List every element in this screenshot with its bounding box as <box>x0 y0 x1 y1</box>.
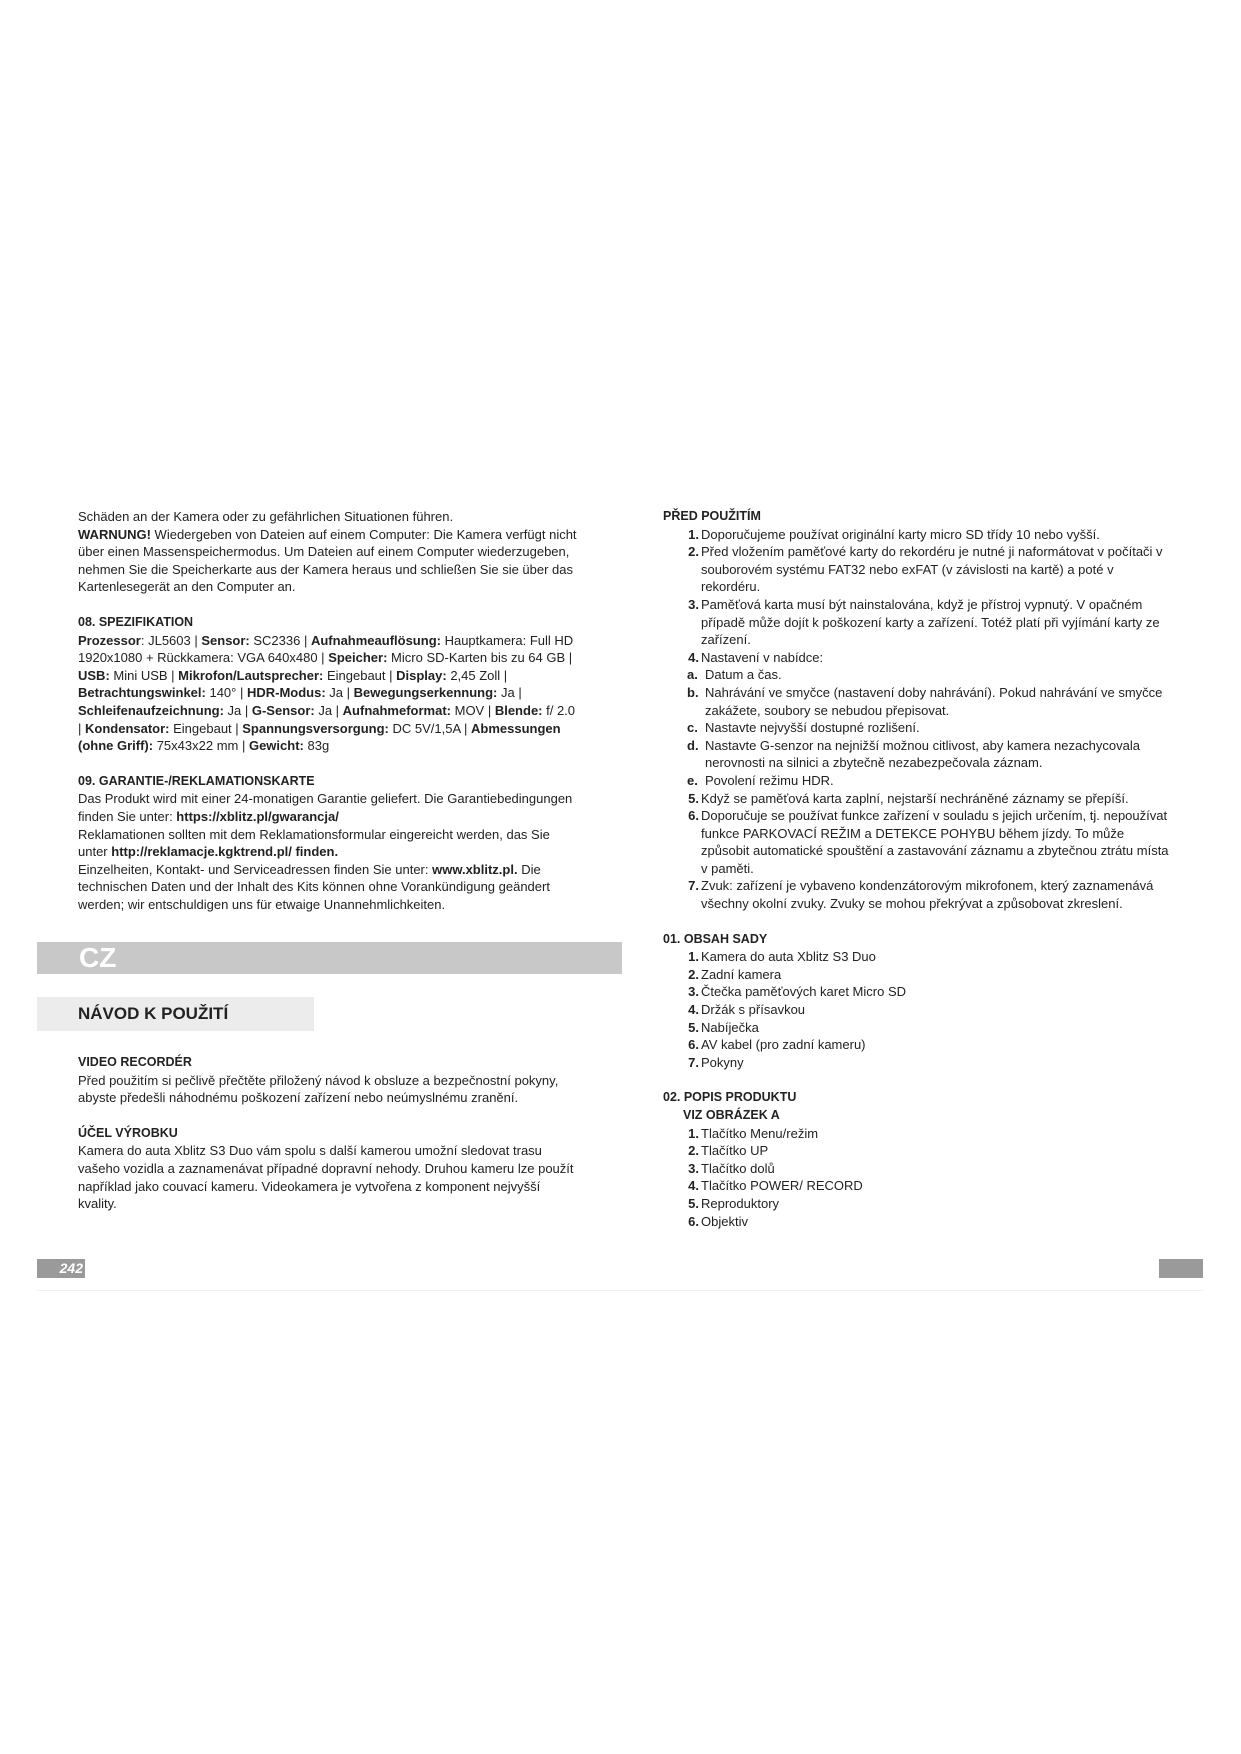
spec-key: Betrachtungswinkel: <box>78 685 206 701</box>
spec-value: 83g <box>303 738 330 754</box>
warranty-paragraph-1 <box>78 790 578 825</box>
language-code: CZ <box>79 942 117 973</box>
list-marker: 5. <box>688 1019 699 1035</box>
list-marker: 6. <box>688 1213 699 1229</box>
contents-item <box>683 1054 1173 1072</box>
list-text: Tlačítko Menu/režim <box>701 1125 819 1141</box>
warranty-heading: 09. GARANTIE-/REKLAMATIONSKARTE <box>78 773 315 788</box>
list-marker: 6. <box>688 808 699 824</box>
list-marker: a. <box>687 667 698 683</box>
list-marker: 7. <box>688 1054 699 1070</box>
warranty-link[interactable]: https://xblitz.pl/gwarancja/ <box>176 808 339 824</box>
warranty-text-3: Einzelheiten, Kontakt- und Serviceadressen finden Sie unter: <box>78 861 433 877</box>
bottom-divider <box>37 1290 1203 1291</box>
list-text: Kamera do auta Xblitz S3 Duo <box>701 949 876 965</box>
list-marker: 4. <box>688 1002 699 1018</box>
spec-value: MOV | <box>451 702 495 718</box>
left-column <box>78 508 578 913</box>
manual-title: NÁVOD K POUŽITÍ <box>78 1004 229 1023</box>
settings-item <box>687 772 1173 790</box>
settings-item <box>687 737 1173 772</box>
list-text: Pokyny <box>701 1054 744 1070</box>
list-text: Objektiv <box>701 1213 748 1229</box>
list-text: Povolení režimu HDR. <box>705 772 834 788</box>
spec-value: Eingebaut | <box>323 667 397 683</box>
purpose-heading: ÚČEL VÝROBKU <box>78 1125 178 1140</box>
before-use-item <box>683 807 1173 877</box>
before-use-item <box>683 543 1173 596</box>
list-text: Tlačítko dolů <box>701 1160 775 1176</box>
spec-key: Mikrofon/Lautsprecher: <box>178 667 324 683</box>
list-text: Paměťová karta musí být nainstalována, když je přístroj vypnutý. V opačném případě může dojít k poškození karty a zařízení. Totéž platí při vyjímání karty ze zařízení. <box>701 596 1160 648</box>
spec-value: DC 5V/1,5A | <box>388 720 472 736</box>
description-heading: 02. POPIS PRODUKTU <box>663 1090 797 1105</box>
settings-list <box>663 666 1173 789</box>
warranty-text-1: Das Produkt wird mit einer 24-monatigen Garantie geliefert. Die Garantiebedingungen finden Sie unter: <box>78 791 573 824</box>
list-text: Datum a čas. <box>705 667 782 683</box>
settings-item <box>687 666 1173 684</box>
before-use-list-2 <box>663 790 1173 913</box>
spec-key: HDR-Modus: <box>246 685 326 701</box>
contents-list <box>663 948 1173 1071</box>
description-item <box>683 1142 1173 1160</box>
description-list <box>663 1125 1173 1231</box>
list-marker: 3. <box>688 1160 699 1176</box>
language-banner <box>37 942 622 974</box>
spec-value: : JL5603 | <box>140 632 202 648</box>
contents-heading: 01. OBSAH SADY <box>663 931 768 946</box>
spec-key: Bewegungserkennung: <box>353 685 498 701</box>
page-tab <box>1159 1259 1203 1278</box>
list-text: Nastavení v nabídce: <box>701 649 824 665</box>
before-use-item <box>683 596 1173 649</box>
before-use-item <box>683 877 1173 912</box>
list-marker: c. <box>687 720 698 736</box>
list-text: AV kabel (pro zadní kameru) <box>701 1037 866 1053</box>
contents-item <box>683 948 1173 966</box>
list-marker: 2. <box>688 544 699 560</box>
list-marker: 4. <box>688 1178 699 1194</box>
spec-paragraph <box>78 632 578 755</box>
before-use-item <box>683 649 1173 667</box>
spec-key: Sensor: <box>201 632 250 648</box>
before-use-list <box>663 526 1173 667</box>
spec-value: Ja | <box>223 702 252 718</box>
spec-key: Schleifenaufzeichnung: <box>78 702 224 718</box>
list-text: Tlačítko POWER/ RECORD <box>701 1178 863 1194</box>
before-use-item <box>683 526 1173 544</box>
list-marker: 1. <box>688 1125 699 1141</box>
spec-value: SC2336 | <box>249 632 311 648</box>
description-subheading: VIZ OBRÁZEK A <box>683 1108 780 1122</box>
contents-item <box>683 1019 1173 1037</box>
list-text: Nahrávání ve smyčce (nastavení doby nahrávání). Pokud nahrávání ve smyčce zakážete, soubory se nebudou přepisovat. <box>705 684 1163 718</box>
spec-value: Mini USB | <box>109 667 179 683</box>
description-item <box>683 1213 1173 1231</box>
list-text: Doporučuje se používat funkce zařízení v souladu s jejich určením, tj. nepoužívat funkce PARKOVACÍ REŽIM a DETEKCE POHYBU během jízdy. To může způsobit automatické spouštění a zastavování záznamu a zbytečnou ztrátu místa v paměti. <box>701 808 1169 876</box>
spec-key: Spannungsversorgung: <box>242 720 389 736</box>
list-marker: 1. <box>688 526 699 542</box>
intro-paragraph: Schäden an der Kamera oder zu gefährlichen Situationen führen. <box>78 509 454 524</box>
list-text: Reproduktory <box>701 1195 780 1211</box>
website-link[interactable]: www.xblitz.pl. <box>432 861 518 877</box>
page-number: 242 <box>59 1260 83 1276</box>
spec-value: Eingebaut | <box>169 720 243 736</box>
contents-item <box>683 966 1173 984</box>
warning-text: Wiedergeben von Dateien auf einem Computer: Die Kamera verfügt nicht über einen Massenspeichermodus. Um Dateien auf einem Computer wiederzugeben, nehmen Sie die Speicherkarte aus der Kamera heraus und schließen Sie sie über das Kartenlesegerät an den Computer an. <box>78 526 577 595</box>
video-paragraph: Před použitím si pečlivě přečtěte přiložený návod k obsluze a bezpečnostní pokyny, abyste předešli náhodnému poškození zařízení nebo neúmyslnému zranění. <box>78 1072 559 1106</box>
spec-key: Aufnahmeauflösung: <box>310 632 441 648</box>
cz-intro-column <box>78 1054 578 1213</box>
description-item <box>683 1160 1173 1178</box>
spec-key: USB: <box>78 667 110 683</box>
before-use-item <box>683 790 1173 808</box>
spec-value: Ja | <box>314 702 343 718</box>
video-heading: VIDEO RECORDÉR <box>78 1055 192 1069</box>
spec-value: Ja | <box>497 685 522 701</box>
spec-value: 140° | <box>205 685 247 701</box>
spec-key: G-Sensor: <box>251 702 315 718</box>
spec-key: Aufnahmeformat: <box>342 702 451 718</box>
spec-value: Ja | <box>325 685 354 701</box>
contents-item <box>683 983 1173 1001</box>
spec-value: 2,45 Zoll | <box>446 667 508 683</box>
list-text: Před vložením paměťové karty do rekordéru je nutné ji naformátovat v počítači v souborovém systému FAT32 nebo exFAT (v závislosti na kartě) a poté v rekordéru. <box>701 544 1163 595</box>
list-text: Čtečka paměťových karet Micro SD <box>701 984 906 1000</box>
list-text: Nastavte nejvyšší dostupné rozlišení. <box>705 720 920 736</box>
before-use-heading: PŘED POUŽITÍM <box>663 509 761 523</box>
list-text: Nastavte G-senzor na nejnižší možnou citlivost, aby kamera nezachycovala nerovnosti na silnici a zbytečně nezabezpečovala záznam. <box>705 737 1140 771</box>
reklamace-link[interactable]: http://reklamacje.kgktrend.pl/ finden. <box>111 844 339 860</box>
right-column <box>663 508 1173 1230</box>
list-marker: d. <box>687 737 699 753</box>
spec-key: Blende: <box>494 702 543 718</box>
list-marker: 3. <box>688 596 699 612</box>
description-item <box>683 1125 1173 1143</box>
page-number-box <box>37 1259 85 1278</box>
spec-key: Abmessungen (ohne Griff): <box>78 720 561 754</box>
list-text: Zadní kamera <box>701 966 782 982</box>
list-text: Nabíječka <box>701 1019 759 1035</box>
spec-key: Kondensator: <box>85 720 170 736</box>
list-text: Doporučujeme používat originální karty micro SD třídy 10 nebo vyšší. <box>701 526 1100 542</box>
spec-value: Micro SD-Karten bis zu 64 GB | <box>387 650 573 666</box>
list-marker: b. <box>687 684 699 700</box>
settings-item <box>687 719 1173 737</box>
settings-item <box>687 684 1173 719</box>
spec-value: Hauptkamera: Full HD 1920x1080 + Rückkamera: VGA 640x480 | <box>78 632 574 666</box>
list-text: Držák s přísavkou <box>701 1002 806 1018</box>
warranty-text-2: Reklamationen sollten mit dem Reklamationsformular eingereicht werden, das Sie unter <box>78 826 550 860</box>
spec-key: Prozessor <box>78 632 141 648</box>
description-item <box>683 1177 1173 1195</box>
warranty-paragraph-2 <box>78 826 578 861</box>
spec-key: Gewicht: <box>248 738 304 754</box>
list-marker: e. <box>687 772 698 788</box>
contents-item <box>683 1036 1173 1054</box>
spec-key: Speicher: <box>328 650 388 666</box>
list-marker: 7. <box>688 878 699 894</box>
list-text: Zvuk: zařízení je vybaveno kondenzátorovým mikrofonem, který zaznamenává všechny okolní zvuky. Zvuky se mohou překrývat a způsobovat zkreslení. <box>701 878 1154 912</box>
spec-value: f/ 2.0 | <box>78 702 576 736</box>
spec-key: Display: <box>396 667 447 683</box>
purpose-paragraph: Kamera do auta Xblitz S3 Duo vám spolu s další kamerou umožní sledovat trasu vašeho vozidla a zaznamenávat případné dopravní nehody. Druhou kameru lze použít například jako couvací kameru. Videokamera je vytvořena z komponent nejvyšší kvality. <box>78 1143 574 1212</box>
warning-label: WARNUNG! <box>78 526 151 542</box>
warranty-paragraph-3 <box>78 861 578 914</box>
list-marker: 4. <box>688 649 699 665</box>
spec-heading: 08. SPEZIFIKATION <box>78 614 194 629</box>
list-text: Tlačítko UP <box>701 1143 769 1159</box>
list-text: Když se paměťová karta zaplní, nejstarší nechráněné záznamy se přepíší. <box>701 790 1129 806</box>
warning-paragraph <box>78 526 578 596</box>
list-marker: 3. <box>688 984 699 1000</box>
spec-value: 75x43x22 mm | <box>153 738 249 754</box>
list-marker: 2. <box>688 1143 699 1159</box>
list-marker: 1. <box>688 949 699 965</box>
list-marker: 5. <box>688 790 699 806</box>
list-marker: 5. <box>688 1195 699 1211</box>
manual-title-banner <box>37 997 314 1031</box>
list-marker: 2. <box>688 966 699 982</box>
description-item <box>683 1195 1173 1213</box>
contents-item <box>683 1001 1173 1019</box>
warranty-text-4: Die technischen Daten und der Inhalt des Kits können ohne Vorankündigung geändert werden; wir entschuldigen uns für etwaige Unannehmlichkeiten. <box>78 861 550 912</box>
list-marker: 6. <box>688 1037 699 1053</box>
